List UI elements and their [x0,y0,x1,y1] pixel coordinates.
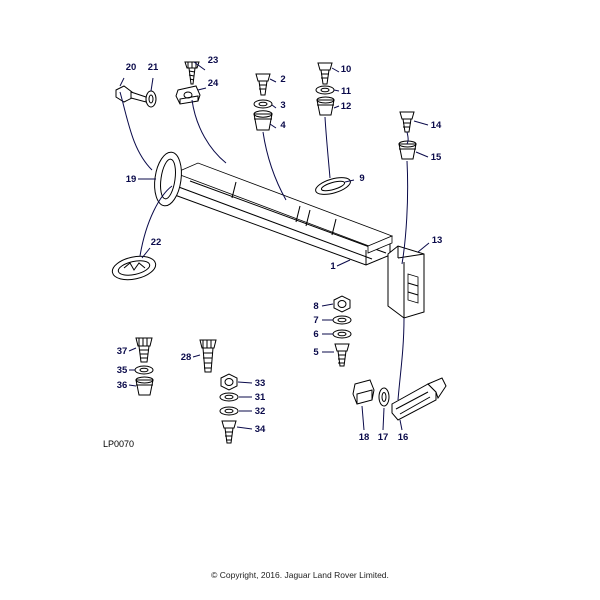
callout-7: 7 [313,315,319,326]
nut-part-33 [221,374,237,390]
bolt-part-37 [136,338,152,362]
washer-part-31 [220,393,238,401]
callout-6: 6 [313,329,319,340]
callout-23: 23 [207,55,219,66]
callout-16: 16 [397,432,409,443]
grommet-part-4 [254,111,272,130]
callout-24: 24 [207,78,219,89]
callout-21: 21 [147,62,159,73]
callout-33: 33 [254,378,266,389]
washer-part-11 [316,86,334,94]
end-bracket-part-13 [388,246,424,318]
callout-28: 28 [180,352,192,363]
nut-part-8 [334,296,350,312]
copyright-notice: © Copyright, 2016. Jaguar Land Rover Limited. [211,570,389,580]
callout-13: 13 [431,235,443,246]
callout-37: 37 [116,346,128,357]
callout-4: 4 [280,120,286,131]
washer-part-6 [333,330,351,338]
callout-35: 35 [116,365,128,376]
callout-10: 10 [340,64,352,75]
callout-15: 15 [430,152,442,163]
washer-part-17 [379,388,389,406]
badge-part-22 [110,253,158,284]
pad-part-9 [314,174,352,197]
callout-5: 5 [313,347,319,358]
callout-14: 14 [430,120,442,131]
bolt-part-5 [335,344,349,366]
callout-9: 9 [359,173,365,184]
callout-8: 8 [313,301,319,312]
callout-36: 36 [116,380,128,391]
bolt-part-2 [256,74,270,95]
screw-part-23 [185,62,199,84]
clip-plate-part-24 [176,86,200,104]
callout-18: 18 [358,432,370,443]
callout-20: 20 [125,62,137,73]
oval-disc-part-19 [151,150,184,207]
washer-part-3 [254,100,272,108]
bolt-part-10 [318,63,332,84]
callout-1: 1 [330,261,336,272]
part-code: LP0070 [103,439,135,449]
long-bolt-part-16 [392,378,446,420]
washer-part-7 [333,316,351,324]
callout-2: 2 [280,74,286,85]
grommet-part-12 [317,97,334,115]
bolt-part-14 [400,112,414,132]
washer-part-21 [146,91,156,107]
callout-32: 32 [254,406,266,417]
callout-19: 19 [125,174,137,185]
washer-part-32 [220,407,238,415]
callout-17: 17 [377,432,389,443]
callout-12: 12 [340,101,352,112]
callout-11: 11 [340,86,352,97]
grommet-part-36 [136,377,153,395]
callout-34: 34 [254,424,266,435]
clip-part-18 [353,380,374,404]
bolt-part-34 [222,421,236,443]
callout-3: 3 [280,100,286,111]
callout-31: 31 [254,392,266,403]
washer-part-35 [135,366,153,374]
bolt-part-28 [200,340,216,372]
callout-22: 22 [150,237,162,248]
